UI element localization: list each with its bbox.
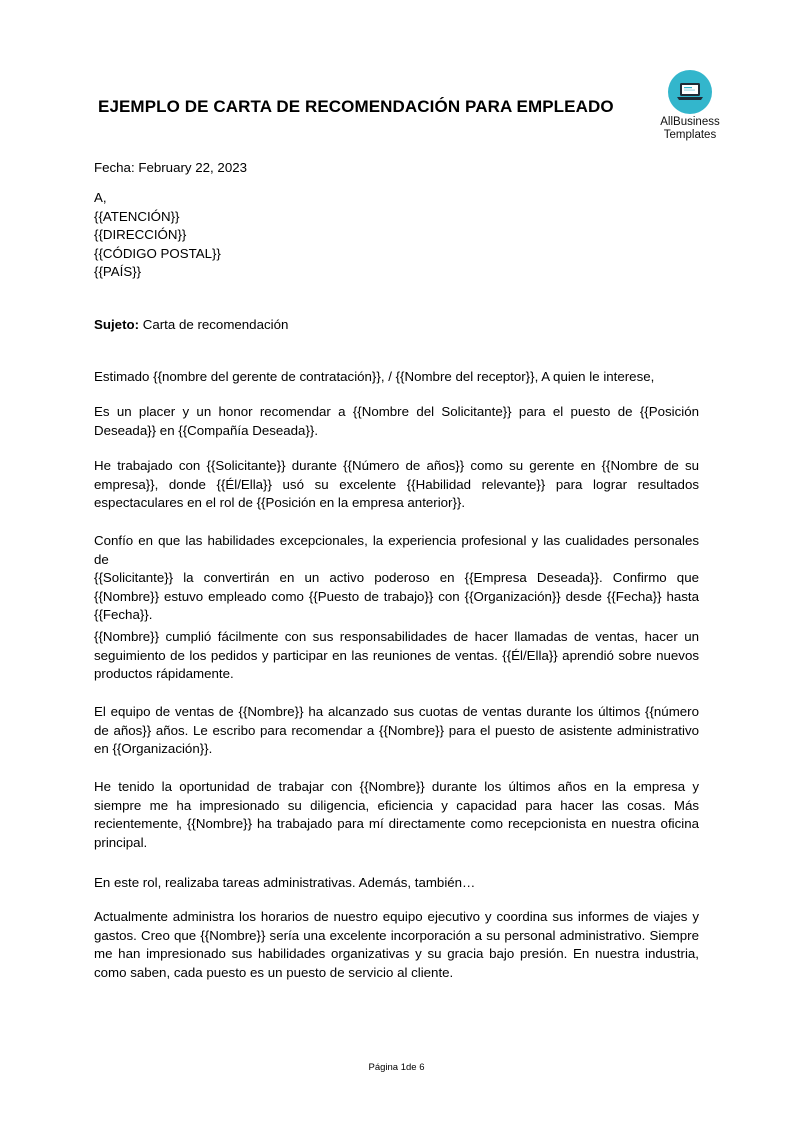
paragraph-line: {{Nombre}} estuvo empleado como {{Puesto de trabajo}} con {{Organización}} desde {{Fecha}} hasta [94, 588, 699, 604]
paragraph-line: espectaculares en el rol de {{Posición en la empresa anterior}}. [94, 495, 466, 510]
paragraph [94, 908, 699, 982]
paragraph-line: siempre me ha impresionado su diligencia, eficiencia y capacidad para hacer las cosas. Más [94, 797, 699, 813]
address-line: {{ATENCIÓN}} [94, 208, 180, 224]
paragraph [94, 457, 699, 513]
page-number-footer: Página 1de 6 [368, 1062, 425, 1073]
paragraph-line: me han impresionado sus habilidades organizativas y su gracia bajo presión. En nuestra industria, [94, 946, 699, 961]
subject-label: Sujeto: [94, 317, 140, 332]
paragraph-line: productos rápidamente. [94, 666, 234, 681]
paragraph [94, 403, 699, 440]
subject-line [94, 316, 699, 335]
paragraph-line: de años}} años. Le escribo para recomendar a {{Nombre}} para el puesto de asistente administrativo [94, 722, 699, 738]
paragraph-line: {{Fecha}}. [94, 607, 153, 622]
document-title: EJEMPLO DE CARTA DE RECOMENDACIÓN PARA EMPLEADO [98, 97, 614, 116]
address-line: {{DIRECCIÓN}} [94, 227, 187, 242]
paragraph-line: En este rol, realizaba tareas administrativas. Además, también… [94, 875, 476, 890]
subject-text: Carta de recomendación [139, 317, 289, 332]
logo-text [655, 116, 725, 142]
paragraph [94, 874, 699, 893]
paragraph-line: {{Solicitante}} la convertirán en un activo poderoso en {{Empresa Deseada}}. Confirmo que [94, 570, 699, 585]
logo-line-2: Templates [663, 129, 717, 141]
address-block [94, 189, 699, 282]
paragraph-line: El equipo de ventas de {{Nombre}} ha alcanzado sus cuotas de ventas durante los últimos {{número [94, 704, 699, 719]
paragraph-line: empresa}}, donde {{Él/Ella}} usó su excelente {{Habilidad relevante}} para lograr resultados [94, 476, 699, 492]
paragraph [94, 532, 699, 625]
paragraph-line: seguimiento de los pedidos y participar en las reuniones de ventas. {{Él/Ella}} aprendió sobre nuevos [94, 647, 699, 663]
paragraph-line: recientemente, {{Nombre}} ha trabajado para mí directamente como recepcionista en nuestra oficina [94, 816, 699, 831]
address-line: A, [94, 190, 107, 205]
paragraph-line: Es un placer y un honor recomendar a {{Nombre del Solicitante}} para el puesto de {{Posición [94, 404, 699, 419]
greeting: Estimado {{nombre del gerente de contratación}}, / {{Nombre del receptor}}, A quien le interese, [94, 369, 655, 384]
paragraph-line: Deseada}} en {{Compañía Deseada}}. [94, 422, 319, 438]
allbusiness-templates-logo [655, 70, 725, 142]
paragraph [94, 703, 699, 759]
paragraph-line: Confío en que las habilidades excepcionales, la experiencia profesional y las cualidades personales de [94, 533, 699, 567]
paragraph-line: He tenido la oportunidad de trabajar con {{Nombre}} durante los últimos años en la empresa y [94, 779, 699, 794]
address-line: {{PAÍS}} [94, 264, 142, 279]
paragraph-line: principal. [94, 834, 148, 850]
laptop-icon [675, 80, 705, 104]
paragraph-line: gastos. Creo que {{Nombre}} sería una excelente incorporación a su personal administrativo. Siempre [94, 927, 699, 943]
paragraph-line: Actualmente administra los horarios de nuestro equipo ejecutivo y coordina sus informes de viajes y [94, 909, 699, 924]
paragraph-line: He trabajado con {{Solicitante}} durante {{Número de años}} como su gerente en {{Nombre de su [94, 458, 699, 473]
paragraph-line: como saben, cada puesto es un puesto de servicio al cliente. [94, 964, 454, 980]
date-line: Fecha: February 22, 2023 [94, 160, 248, 175]
paragraph [94, 628, 699, 684]
paragraph [94, 778, 699, 852]
paragraph-line: en {{Organización}}. [94, 741, 213, 756]
logo-circle [668, 70, 712, 114]
paragraph-line: {{Nombre}} cumplió fácilmente con sus responsabilidades de hacer llamadas de ventas, hacer un [94, 629, 699, 644]
logo-line-1: AllBusiness [660, 116, 720, 128]
address-line: {{CÓDIGO POSTAL}} [94, 245, 221, 261]
